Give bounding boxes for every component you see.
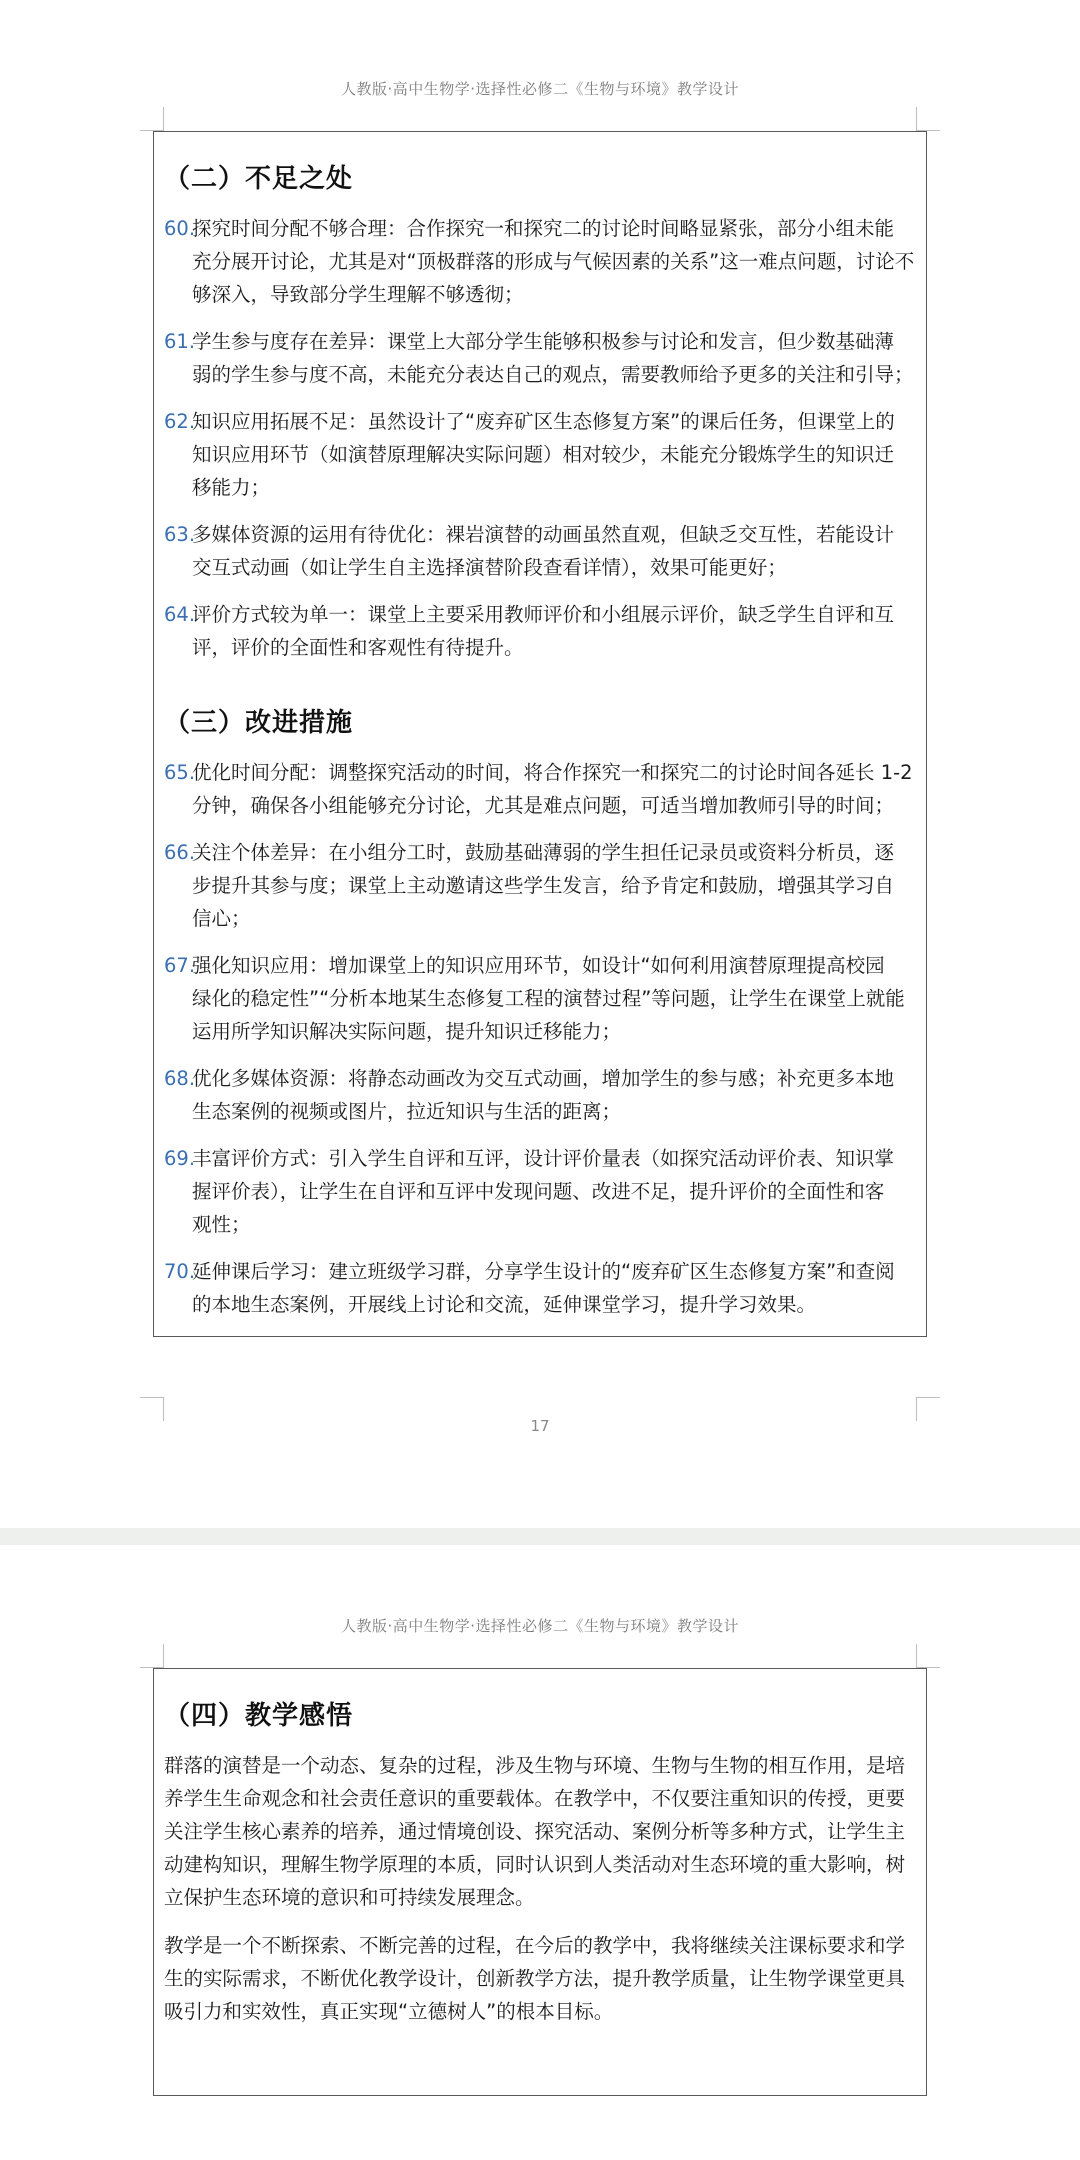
paragraph-line: 动建构知识，理解生物学原理的本质，同时认识到人类活动对生态环境的重大影响，树 [164,1853,906,1876]
paragraph-line: 立保护生态环境的意识和可持续发展理念。 [164,1886,535,1909]
list-number: 68. [164,1067,196,1090]
item-text-line: 交互式动画（如让学生自主选择演替阶段查看详情），效果可能更好； [192,556,787,579]
paragraph-line: 养学生生命观念和社会责任意识的重要载体。在教学中，不仅要注重知识的传授，更要 [164,1787,906,1810]
list-number: 62. [164,410,196,433]
item-text-line: 评价方式较为单一：课堂上主要采用教师评价和小组展示评价，缺乏学生自评和互 [192,603,895,626]
list-item-61 [164,325,916,391]
page-frame [153,131,927,1337]
item-text-line: 步提升其参与度；课堂上主动邀请这些学生发言，给予肯定和鼓励，增强其学习自 [192,874,895,897]
item-text-line: 探究时间分配不够合理：合作探究一和探究二的讨论时间略显紧张，部分小组未能 [192,217,895,240]
item-text-line: 关注个体差异：在小组分工时，鼓励基础薄弱的学生担任记录员或资料分析员，逐 [192,841,895,864]
item-text-line: 运用所学知识解决实际问题，提升知识迁移能力； [192,1020,622,1043]
paragraph [164,1749,916,1914]
list-number: 67. [164,954,196,977]
crop-mark-top-right [916,107,940,131]
item-text-line: 移能力； [192,476,271,499]
list-number: 64. [164,603,196,626]
item-text-line: 延伸课后学习：建立班级学习群，分享学生设计的“废弃矿区生态修复方案”和查阅 [192,1260,895,1283]
item-text-line: 学生参与度存在差异：课堂上大部分学生能够积极参与讨论和发言，但少数基础薄 [192,330,895,353]
item-text-line: 多媒体资源的运用有待优化：裸岩演替的动画虽然直观，但缺乏交互性，若能设计 [192,523,895,546]
running-header: 人教版·高中生物学·选择性必修二《生物与环境》教学设计 [340,1617,740,1635]
list-item-68 [164,1062,916,1128]
crop-mark-top-left [140,1644,164,1668]
document-page-18 [0,1545,1080,2160]
paragraph-line: 生的实际需求，不断优化教学设计，创新教学方法，提升教学质量，让生物学课堂更具 [164,1967,906,1990]
list-item-65 [164,756,916,822]
paragraph-line: 群落的演替是一个动态、复杂的过程，涉及生物与环境、生物与生物的相互作用，是培 [164,1754,906,1777]
item-text-line: 握评价表），让学生在自评和互评中发现问题、改进不足，提升评价的全面性和客 [192,1180,885,1203]
section-heading-reflections: （四）教学感悟 [164,1701,354,1731]
list-number: 66. [164,841,196,864]
section-heading-shortcomings: （二）不足之处 [164,164,354,194]
paragraph [164,1929,916,2028]
page-number: 17 [530,1417,550,1435]
item-text-line: 信心； [192,907,251,930]
list-item-60 [164,212,916,311]
item-text-line: 充分展开讨论，尤其是对“顶极群落的形成与气候因素的关系”这一难点问题，讨论不 [192,250,915,273]
list-item-62 [164,405,916,504]
list-item-67 [164,949,916,1048]
list-number: 70. [164,1260,196,1283]
list-item-70 [164,1255,916,1321]
item-text-line: 强化知识应用：增加课堂上的知识应用环节，如设计“如何利用演替原理提高校园 [192,954,885,977]
paragraph-line: 教学是一个不断探索、不断完善的过程，在今后的教学中，我将继续关注课标要求和学 [164,1934,906,1957]
list-number: 60. [164,217,196,240]
paragraph-line: 吸引力和实效性，真正实现“立德树人”的根本目标。 [164,2000,614,2023]
item-text-line: 生态案例的视频或图片，拉近知识与生活的距离； [192,1100,622,1123]
crop-mark-top-right [916,1644,940,1668]
item-text-line: 丰富评价方式：引入学生自评和互评，设计评价量表（如探究活动评价表、知识掌 [192,1147,895,1170]
item-text-line: 知识应用环节（如演替原理解决实际问题）相对较少，未能充分锻炼学生的知识迁 [192,443,895,466]
item-text-line: 弱的学生参与度不高，未能充分表达自己的观点，需要教师给予更多的关注和引导； [192,363,914,386]
list-item-64 [164,598,916,664]
item-text-line: 观性； [192,1213,251,1236]
list-number: 63. [164,523,196,546]
list-item-66 [164,836,916,935]
item-text-line: 优化时间分配：调整探究活动的时间，将合作探究一和探究二的讨论时间各延长 1-2 [192,761,913,784]
item-text-line: 优化多媒体资源：将静态动画改为交互式动画，增加学生的参与感；补充更多本地 [192,1067,895,1090]
crop-mark-top-left [140,107,164,131]
item-text-line: 评，评价的全面性和客观性有待提升。 [192,636,524,659]
list-number: 61. [164,330,196,353]
running-header: 人教版·高中生物学·选择性必修二《生物与环境》教学设计 [340,80,740,98]
paragraph-line: 关注学生核心素养的培养，通过情境创设、探究活动、案例分析等多种方式，让学生主 [164,1820,906,1843]
item-text-line: 够深入，导致部分学生理解不够透彻； [192,283,524,306]
item-text-line: 分钟，确保各小组能够充分讨论，尤其是难点问题，可适当增加教师引导的时间； [192,794,895,817]
list-item-63 [164,518,916,584]
list-number: 65. [164,761,196,784]
page-frame [153,1668,927,2096]
list-number: 69. [164,1147,196,1170]
item-text-line: 的本地生态案例，开展线上讨论和交流，延伸课堂学习，提升学习效果。 [192,1293,817,1316]
section-heading-improvements: （三）改进措施 [164,708,354,738]
list-item-69 [164,1142,916,1241]
page-separator [0,1528,1080,1545]
item-text-line: 绿化的稳定性”“分析本地某生态修复工程的演替过程”等问题，让学生在课堂上就能 [192,987,905,1010]
item-text-line: 知识应用拓展不足：虽然设计了“废弃矿区生态修复方案”的课后任务，但课堂上的 [192,410,895,433]
